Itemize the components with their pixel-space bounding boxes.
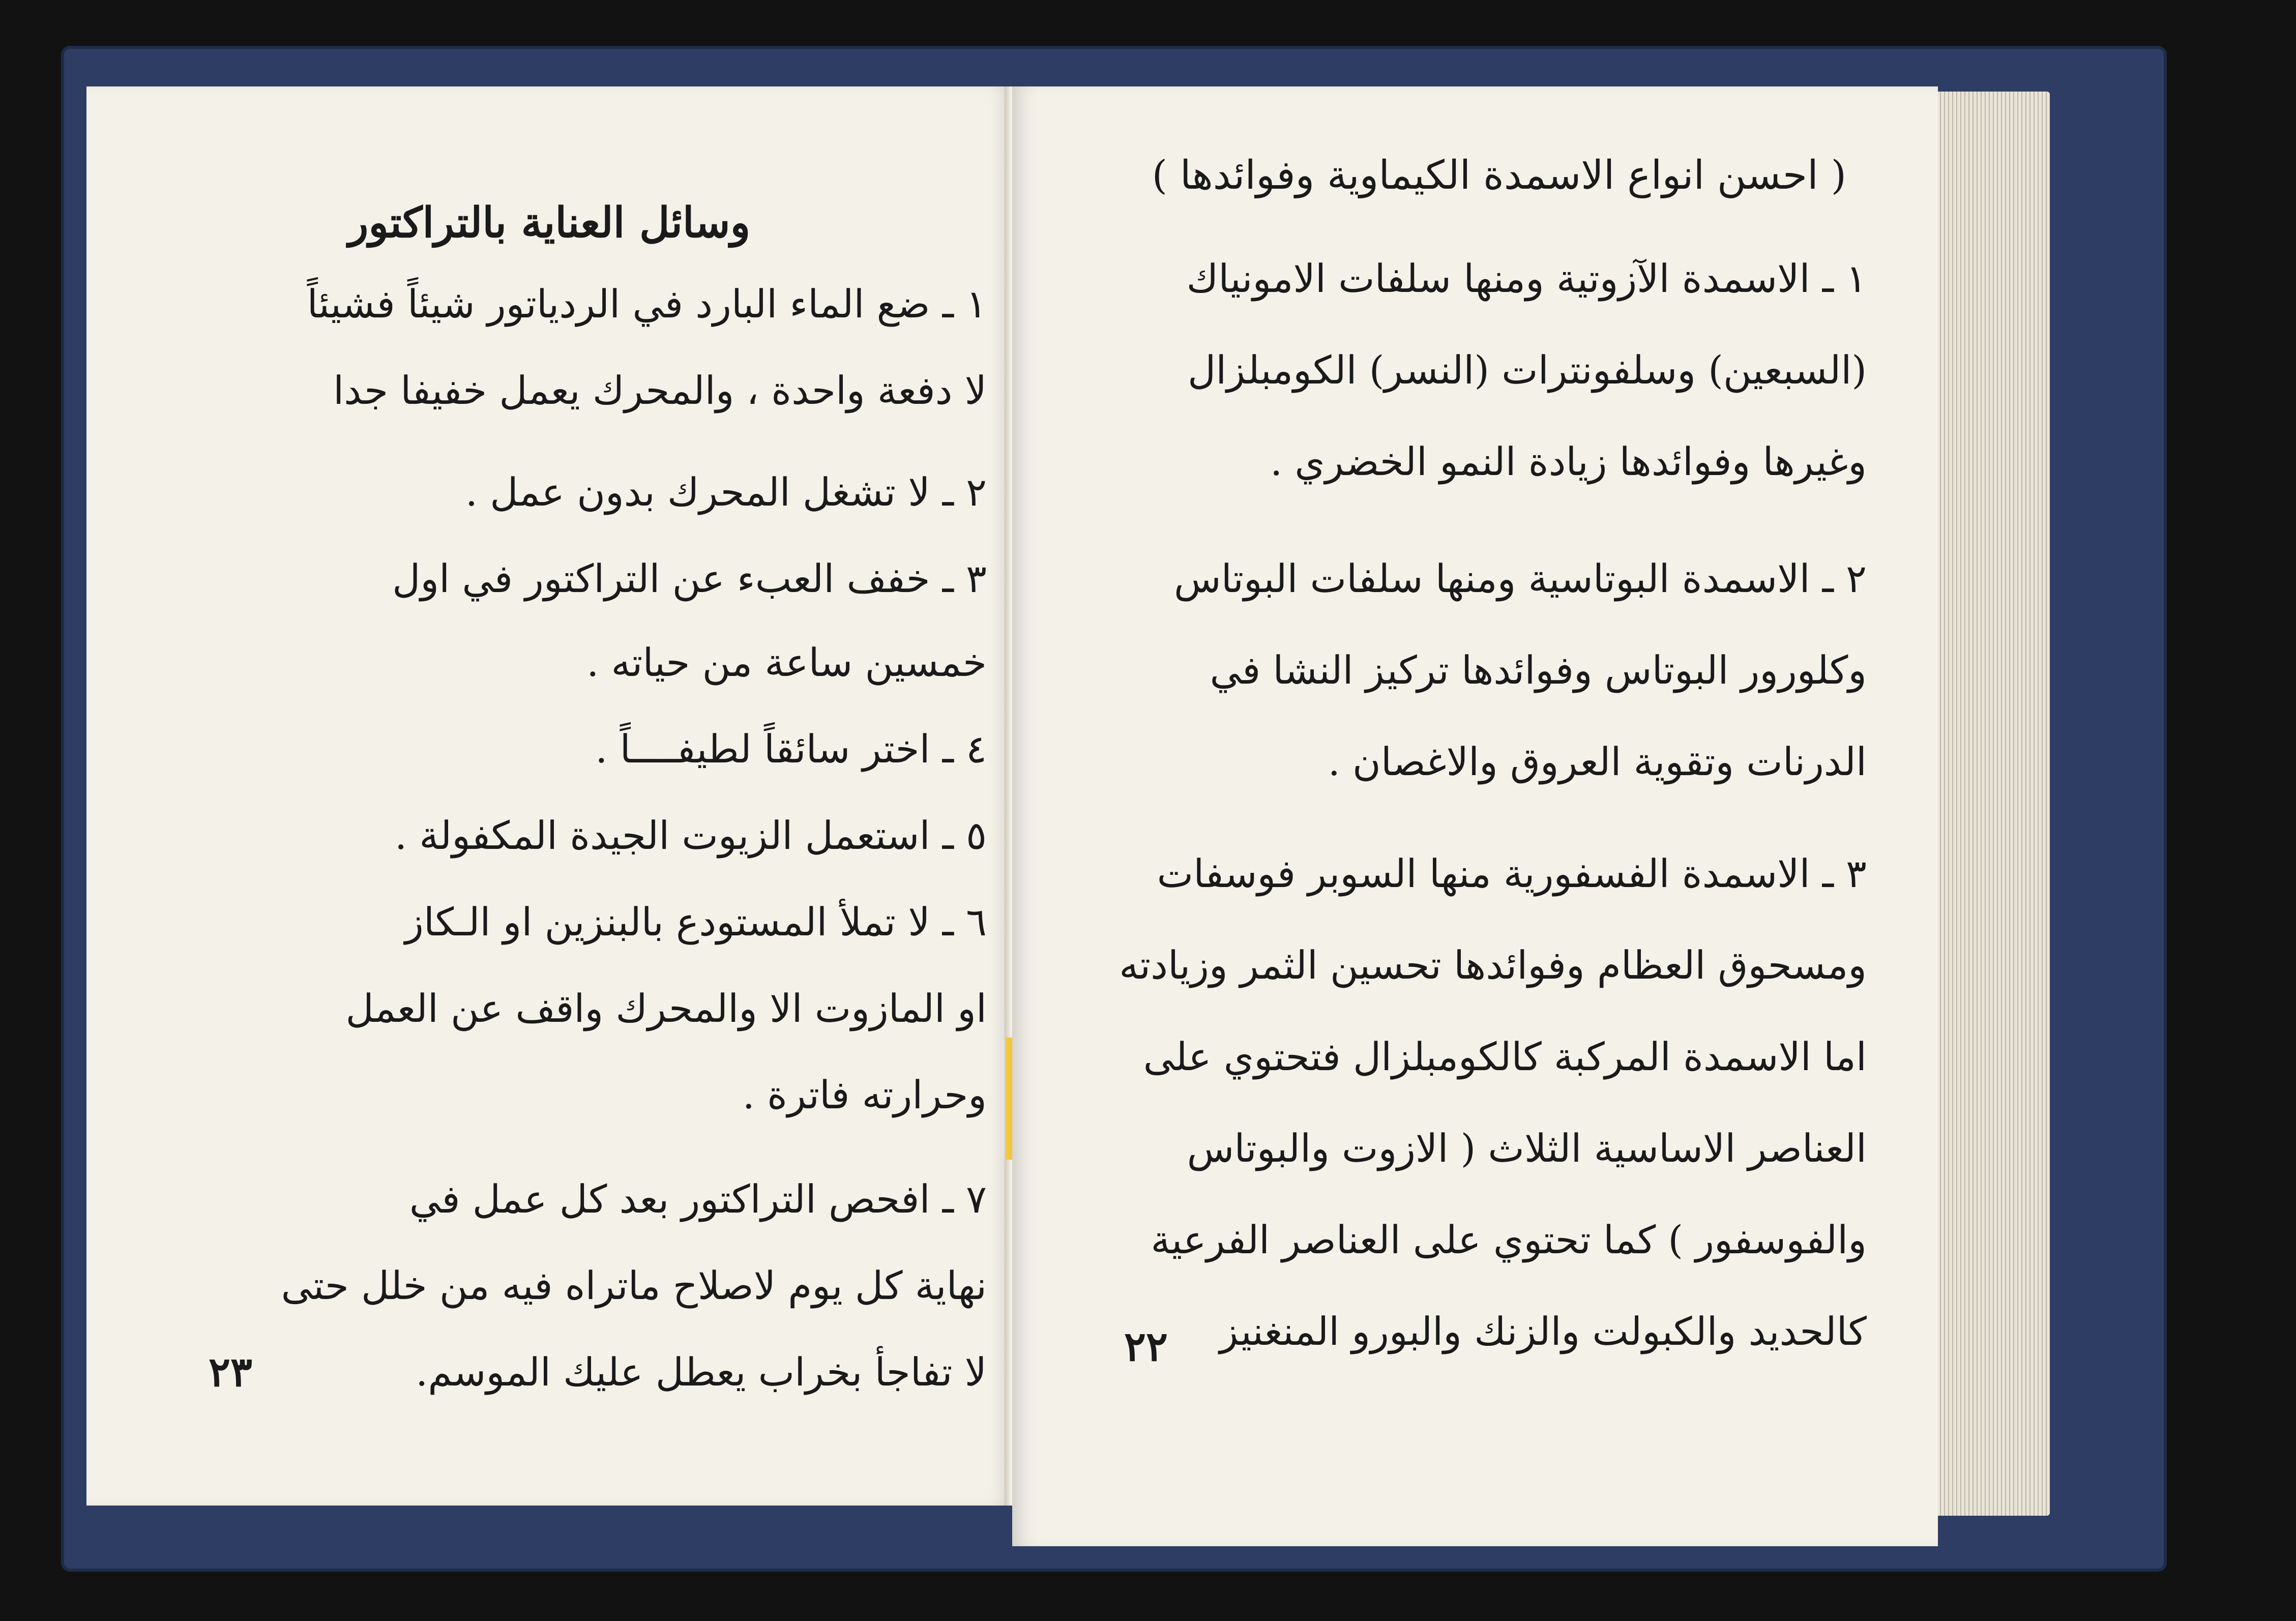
left-page — [86, 86, 1012, 1506]
right-line: ١ ـ الاسمدة الآزوتية ومنها سلفات الامونياك — [1186, 256, 1867, 301]
left-line: وحرارته فاترة . — [742, 1072, 987, 1117]
right-line: اما الاسمدة المركبة كالكومبلزال فتحتوي على — [1143, 1034, 1867, 1079]
right-line: ٣ ـ الاسمدة الفسفورية منها السوبر فوسفات — [1157, 851, 1867, 896]
left-page-title: وسائل العناية بالتراكتور — [348, 198, 751, 247]
right-line: العناصر الاساسية الثلاث ( الازوت والبوتاس — [1187, 1126, 1867, 1171]
left-line: لا دفعة واحدة ، والمحرك يعمل خفيفا جدا — [333, 368, 987, 413]
left-line: ٧ ـ افحص التراكتور بعد كل عمل في — [409, 1176, 987, 1222]
right-line: وكلورور البوتاس وفوائدها تركيز النشا في — [1210, 647, 1867, 693]
left-line: ٦ ـ لا تملأ المستودع بالبنزين او الـكاز — [405, 899, 987, 945]
right-line: ومسحوق العظام وفوائدها تحسين الثمر وزيادته — [1119, 942, 1867, 988]
left-line: ٢ ـ لا تشغل المحرك بدون عمل . — [465, 469, 987, 515]
right-line: (السبعين) وسلفونترات (النسر) الكومبلزال — [1188, 347, 1867, 393]
right-page-title: ( احسن انواع الاسمدة الكيماوية وفوائدها ) — [1152, 153, 1846, 198]
page-edges — [1933, 92, 2050, 1516]
right-line: ٢ ـ الاسمدة البوتاسية ومنها سلفات البوتاس — [1173, 556, 1867, 601]
left-line: ٤ ـ اختر سائقاً لطيفــــاً . — [595, 726, 987, 772]
left-line: ١ ـ ضع الماء البارد في الردياتور شيئاً فشيئاً — [307, 281, 987, 327]
right-line: كالحديد والكبولت والزنك والبورو المنغنيز — [1219, 1309, 1867, 1354]
right-page-number: ٢٢ — [1124, 1322, 1168, 1370]
left-line: نهاية كل يوم لاصلاح ماتراه فيه من خلل حتى — [281, 1263, 987, 1308]
left-line: ٣ ـ خفف العبء عن التراكتور في اول — [392, 556, 987, 601]
right-page — [1012, 86, 1938, 1546]
left-line: ٥ ـ استعمل الزيوت الجيدة المكفولة . — [394, 813, 987, 858]
right-line: الدرنات وتقوية العروق والاغصان . — [1328, 739, 1867, 784]
left-line: او المازوت الا والمحرك واقف عن العمل — [345, 986, 987, 1031]
left-line: لا تفاجأ بخراب يعطل عليك الموسم. — [416, 1349, 987, 1395]
right-line: والفوسفور ) كما تحتوي على العناصر الفرعية — [1151, 1217, 1867, 1262]
left-page-number: ٢٣ — [209, 1348, 252, 1396]
left-line: خمسين ساعة من حياته . — [586, 640, 987, 685]
right-line: وغيرها وفوائدها زيادة النمو الخضري . — [1270, 439, 1867, 484]
